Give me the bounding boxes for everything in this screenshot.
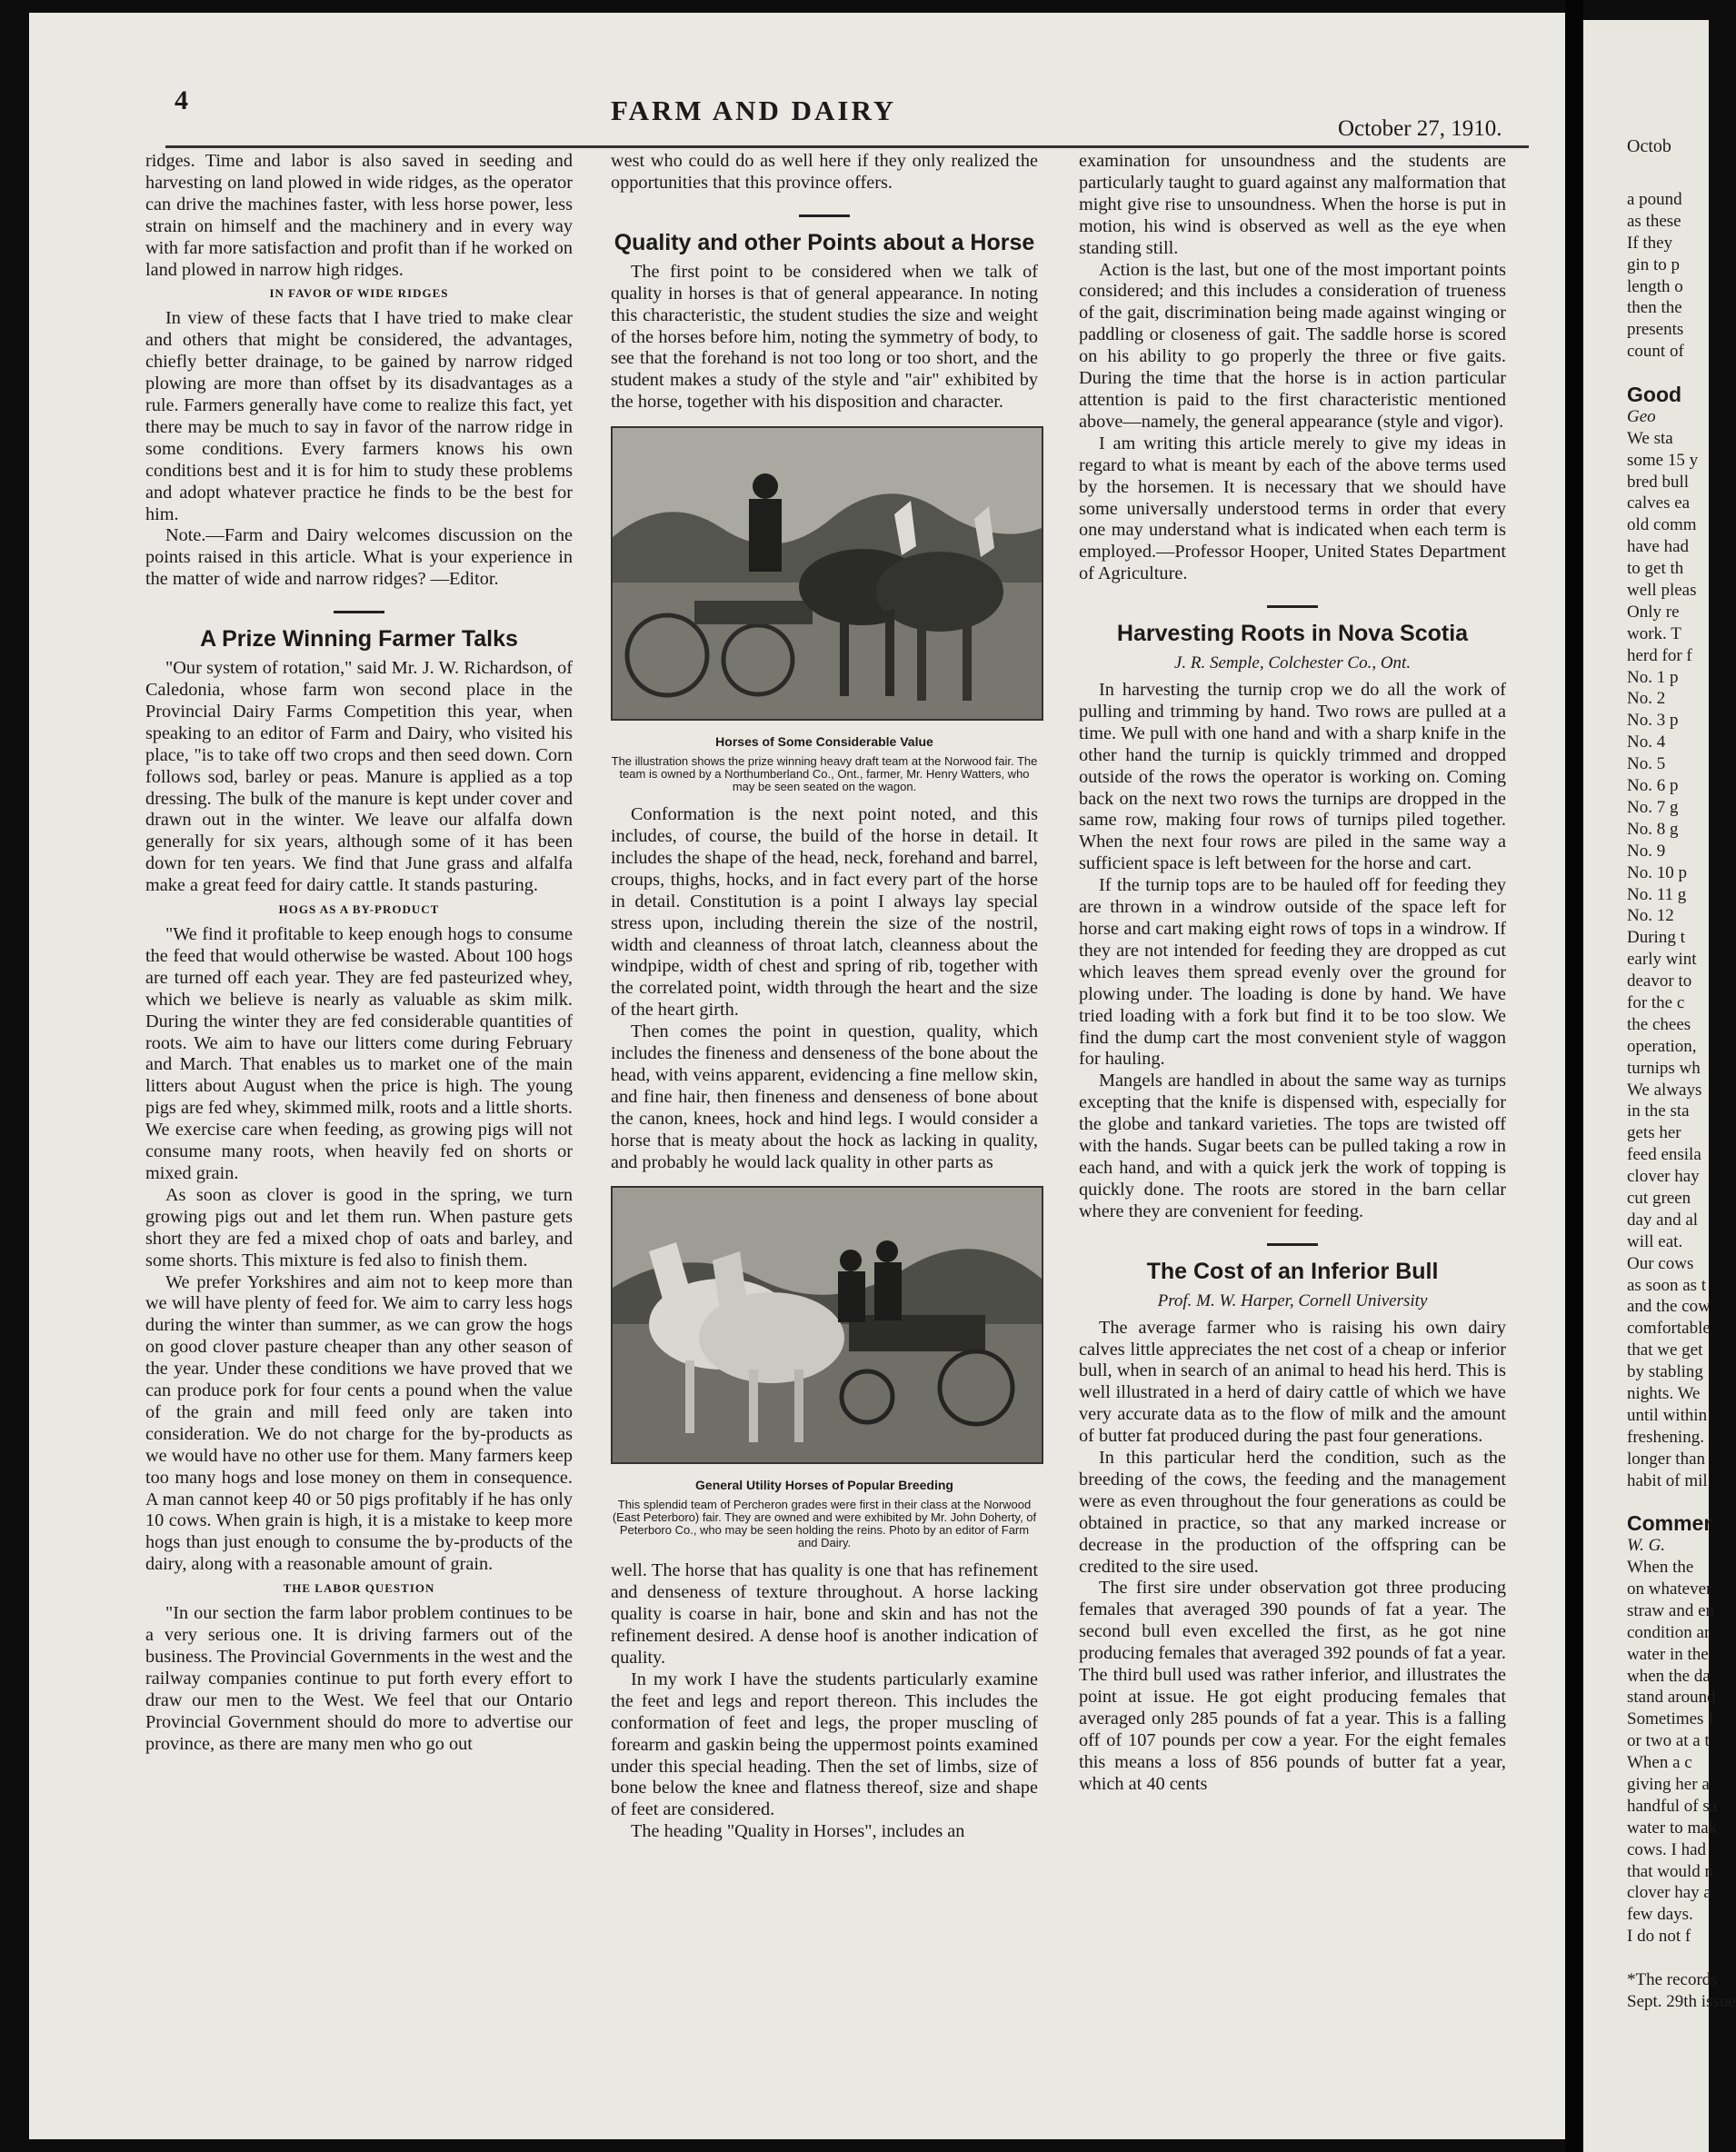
next-page-line: well pleas	[1627, 581, 1697, 601]
next-page-line: have had	[1627, 537, 1690, 557]
article-separator	[334, 611, 384, 613]
next-page-line: Geo	[1627, 406, 1656, 426]
next-page-line: that we get	[1627, 1340, 1703, 1360]
next-page-line: nights. We	[1627, 1383, 1701, 1403]
next-page-line: length o	[1627, 276, 1683, 296]
next-page-line: condition ar	[1627, 1622, 1711, 1642]
paragraph: Then comes the point in question, quality, which includes the fineness and denseness of the bone about the head, with veins apparent, evidencing a fine mellow skin, and fine hair, then fineness and denseness of bone about the canon, knees, hock and hind legs. I would consider a horse that is meaty about the hock as lacking in quality, and probably he would lack quality in other parts as	[611, 1021, 1038, 1172]
next-page-line: gin to p	[1627, 254, 1681, 274]
next-page-line: No. 12	[1627, 906, 1674, 926]
next-page-line: stand around	[1627, 1688, 1716, 1708]
next-page-line: No. 9	[1627, 841, 1666, 861]
paragraph: If the turnip tops are to be hauled off for feeding they are thrown in a windrow outside of the space left for horse and cart making eight rows of tops in a windrow. If they are not intended for feeding they are dropped as cut which leaves them spread evenly over the ground for plowing under. The loading is done by hand. We have tried loading with a fork but find it to be too slow. We find the dump cart the most convenient style of waggon for hauling.	[1079, 875, 1506, 1070]
next-page-line: then the	[1627, 298, 1682, 318]
next-page-line: a pound	[1627, 190, 1682, 209]
paragraph: In harvesting the turnip crop we do all the work of pulling and trimming by hand. Two rows are pulled at a time. We pull with one hand and with a sharp knife in the other hand the turnip is quickly trimmed and dropped outside of the rows the operator is working on. Coming back on the next two rows the turnips are dropped in the same row, making four rows of turnips piled together. When the next four rows are piled in the same way a sufficient space is left between for the horse and cart.	[1079, 680, 1506, 874]
next-page-line: some 15 y	[1627, 450, 1699, 470]
next-page-line: No. 8 g	[1627, 819, 1679, 839]
next-page-line: comfortable	[1627, 1319, 1711, 1339]
next-page-line: operation,	[1627, 1036, 1697, 1056]
next-page-line: the chees	[1627, 1014, 1691, 1034]
next-page-line: in the sta	[1627, 1101, 1690, 1121]
next-page-line: No. 7 g	[1627, 797, 1679, 817]
next-page-line: habit of mil	[1627, 1470, 1708, 1490]
next-page-line: Good	[1627, 383, 1682, 407]
masthead: FARM AND DAIRY	[611, 95, 897, 126]
paragraph: In this particular herd the condition, such as the breeding of the cows, the feeding and the management were as even throughout the four generations as could be obtained in practice, so that any marked increase or decrease in the production of the offspring can be credited to the sire used.	[1079, 1448, 1506, 1577]
next-page-line: No. 6 p	[1627, 776, 1679, 796]
next-page-line: until within	[1627, 1405, 1708, 1425]
next-page-line: No. 11 g	[1627, 884, 1687, 904]
photo-percheron-team	[611, 1186, 1043, 1464]
next-page-line: gets her	[1627, 1123, 1681, 1143]
next-page-line: giving her a	[1627, 1775, 1710, 1795]
page-header	[29, 67, 1565, 140]
paragraph: "We find it profitable to keep enough hogs to consume the feed that would otherwise be wasted. About 100 hogs are turned off each year. They are fed pasteurized whey, which we believe is nearly as valuable as skim milk. During the winter they are fed considerable quantities of roots. We aim to have our litters come during February and March. That enables us to market one of the main litters about August when the price is high. The young pigs are fed whey, skimmed milk, roots and a little shorts. We exercise care when feeding, as growing pigs will not consume many roots, when heavily fed on shorts or mixed grain.	[145, 924, 573, 1183]
paragraph: In my work I have the students particularly examine the feet and legs and report thereon. This includes the conformation of feet and legs, the proper muscling of forearm and gaskin being the uppermost points examined under this special heading. Then the set of limbs, size of bone below the knee and flatness thereof, size and shape of feet are considered.	[611, 1669, 1038, 1820]
next-page-line: Sometimes I	[1627, 1709, 1714, 1729]
paragraph: "Our system of rotation," said Mr. J. W. Richardson, of Caledonia, whose farm won second place in the Provincial Dairy Farms Competition this year, when speaking to an editor of Farm and Dairy, who visited his place, "is to take off two crops and then seed down. Corn follows sod, barley or peas. Manure is applied as a top dressing. The bulk of the manure is kept under cover and drawn out in the winter. We leave our alfalfa down generally for six years, although some of it has been down for ten years. We find that June grass and alfalfa make a great feed for dairy cattle. It stands pasturing.	[145, 658, 573, 896]
next-page-line: feed ensila	[1627, 1145, 1701, 1165]
next-page-line: When a c	[1627, 1753, 1692, 1773]
next-page-line: No. 4	[1627, 732, 1666, 752]
next-page-line: No. 10 p	[1627, 862, 1687, 882]
photo-draft-team	[611, 426, 1043, 721]
article-byline: J. R. Semple, Colchester Co., Ont.	[1173, 653, 1412, 673]
photo-draft-team-image	[613, 428, 1042, 719]
issue-date: October 27, 1910.	[1338, 116, 1502, 141]
article-separator	[799, 214, 850, 217]
article-byline: Prof. M. W. Harper, Cornell University	[1157, 1290, 1428, 1310]
next-page-header: Octob	[1627, 136, 1671, 156]
subheading: HOGS AS A BY-PRODUCT	[278, 902, 440, 917]
next-page-line: No. 1 p	[1627, 667, 1679, 687]
paragraph: "In our section the farm labor problem continues to be a very serious one. It is driving farmers out of the business. The Provincial Governments in the west and the railway companies continue to put forth every effort to draw our men to the West. We feel that our Ontario Provincial Government should do more to advertise our province, as there are many men who go out	[145, 1603, 573, 1754]
next-page-line: Commer	[1627, 1511, 1712, 1536]
editor-note: Note.—Farm and Dairy welcomes discussion on the points raised in this article. What is your experience in the matter of wide and narrow ridges? —Editor.	[145, 525, 573, 590]
next-page-line: bred bull	[1627, 472, 1690, 492]
article-headline: The Cost of an Inferior Bull	[1146, 1258, 1439, 1284]
paragraph: well. The horse that has quality is one that has refinement and denseness of texture throughout. A horse lacking quality is coarse in hair, bone and skin and has not the refinement desired. A dense hoof is another indication of quality.	[611, 1560, 1038, 1668]
next-page-line: We sta	[1627, 428, 1673, 448]
next-page-line: herd for f	[1627, 645, 1692, 665]
next-page-line: No. 2	[1627, 689, 1666, 709]
article-separator	[1267, 605, 1318, 608]
next-page-line: work. T	[1627, 623, 1681, 643]
photo-percheron-team-image	[613, 1188, 1042, 1462]
paragraph: Mangels are handled in about the same way as turnips excepting that the knife is dispensed with, especially for the globe and tankard varieties. The tops are twisted off with the hands. Sugar beets can be pulled taking a row in each hand, and with a quick jerk the work of topping is quickly done. The roots are stored in the barn cellar where they are convenient for feeding.	[1079, 1071, 1506, 1221]
next-page-line: handful of sa	[1627, 1796, 1718, 1816]
paragraph: examination for unsoundness and the students are particularly taught to guard against any malformation that might give rise to unsoundness. When the horse is put in motion, his wind is observed as well as the eye when standing still.	[1079, 151, 1506, 258]
paragraph: In view of these facts that I have tried to make clear and others that might be considered, the advantages, chiefly better drainage, to be gained by narrow ridged plowing are more than offset by its disadvantages as a rule. Farmers generally have come to realize this fact, yet there may be much to say in favor of the narrow ridge in some conditions. Every farmers knows his own conditions best and it is for him to study these problems and adopt whatever practice he finds to be the best for him.	[145, 308, 573, 524]
next-page-line: will eat.	[1627, 1231, 1683, 1251]
paragraph: As soon as clover is good in the spring, we turn growing pigs out and let them run. When pasture gets short they are fed a mixed chop of oats and barley, and some shorts. This mixture is fed also to finish them.	[145, 1184, 573, 1270]
next-page-line: longer than	[1627, 1449, 1706, 1469]
next-page-line: clover hay	[1627, 1167, 1700, 1187]
photo-caption: The illustration shows the prize winning heavy draft team at the Norwood fair. The team is owned by a Northumberland Co., Ont., farmer, Mr. Henry Watters, who may be seen seated on the wagon.	[611, 754, 1038, 794]
next-page-line: I do not f	[1627, 1927, 1691, 1947]
article-headline: Quality and other Points about a Horse	[614, 229, 1035, 255]
next-page-strip	[1583, 20, 1736, 2152]
article-headline: A Prize Winning Farmer Talks	[200, 626, 518, 653]
next-page-line	[1627, 1491, 1718, 1513]
subheading: IN FAVOR OF WIDE RIDGES	[269, 286, 449, 301]
article-separator	[1267, 1243, 1318, 1246]
next-page-line: During t	[1627, 928, 1685, 948]
next-page-line: presents	[1627, 320, 1684, 340]
paragraph: ridges. Time and labor is also saved in seeding and harvesting on land plowed in wide ridges, as the operator can drive the machines faster, with less horse power, less strain on himself and the machinery and in every way with far more satisfaction and profit than if he worked on land plowed in narrow high ridges.	[145, 151, 573, 280]
next-page-line: early wint	[1627, 950, 1697, 970]
next-page-line: No. 5	[1627, 754, 1666, 774]
next-page-line: straw and en	[1627, 1600, 1715, 1620]
paragraph: The heading "Quality in Horses", includes an	[631, 1821, 965, 1842]
next-page-line: deavor to	[1627, 971, 1692, 991]
photo-caption-title: Horses of Some Considerable Value	[715, 734, 933, 750]
next-page-line: as these	[1627, 211, 1681, 231]
next-page-line: freshening.	[1627, 1427, 1704, 1447]
page-gutter	[1565, 0, 1583, 2152]
next-page-line	[1627, 1948, 1718, 1969]
next-page-line: W. G.	[1627, 1536, 1666, 1556]
photo-caption-title: General Utility Horses of Popular Breeding	[695, 1478, 953, 1493]
next-page-line: or two at a t	[1627, 1731, 1710, 1751]
paragraph: We prefer Yorkshires and aim not to keep more than we will have plenty of feed for. We aim to carry less hogs during the winter than summer, as we can grow the hogs on good clover pasture cheaper than any other season of the year. Under these conditions we have proved that we can produce pork for four cents a pound when the value of the grain and mill feed only are taken into consideration. We do not charge for the by-products as we would have no other use for them. Many farmers keep too many hogs and lose money on them in consequence. A man cannot keep 40 or 50 pigs profitably if he has only 10 cows. When grain is high, it is a mistake to keep more hogs than just enough to consume the by-products of the dairy, along with a reasonable amount of grain.	[145, 1271, 573, 1575]
next-page-line: If they	[1627, 233, 1673, 253]
next-page-line: few days.	[1627, 1905, 1693, 1925]
next-page-line	[1627, 363, 1718, 384]
paragraph: The first point to be considered when we talk of quality in horses is that of general appearance. In noting this characteristic, the student studies the size and weight of the horses before him, noting the symmetry of body, to see that the forehand is not too long or too short, and the student makes a study of the style and "air" exhibited by the horse, together with his disposition and character.	[611, 261, 1038, 413]
column-1	[145, 151, 573, 2114]
next-page-line: when the da	[1627, 1666, 1711, 1686]
next-page-line: that would n	[1627, 1861, 1713, 1881]
paragraph: The average farmer who is raising his own dairy calves little appreciates the net cost of a cheap or inferior bull, when in search of an animal to head his herd. This is well illustrated in a herd of dairy cattle of which we have very accurate data as to the flow of milk and the amount of butter fat produced during the past four generations.	[1079, 1317, 1506, 1447]
next-page-line: cut green	[1627, 1188, 1691, 1208]
column-3	[1079, 151, 1506, 2114]
next-page-line: day and al	[1627, 1210, 1699, 1230]
next-page-line: Our cows	[1627, 1253, 1694, 1273]
next-page-line: old comm	[1627, 515, 1697, 535]
next-page-line: and the cow	[1627, 1297, 1711, 1317]
next-page-line: turnips wh	[1627, 1058, 1701, 1078]
next-page-line: Sept. 29th issue	[1627, 1991, 1736, 2011]
paragraph: Conformation is the next point noted, and this includes, of course, the build of the horse in detail. It includes the shape of the head, neck, forehand and barrel, croups, thighs, hocks, and in fact every part of the horse in detail. Constitution is a point I always lay special stress upon, including therein the size of the nostril, width and cleanness of throat latch, cleanness about the windpipe, width of chest and spring of rib, together with the correlated point, width through the heart and the size of the heart girth.	[611, 804, 1038, 1021]
next-page-line: water in the	[1627, 1644, 1709, 1664]
next-page-line: calves ea	[1627, 493, 1691, 513]
next-page-line: as soon as t	[1627, 1275, 1707, 1295]
column-2	[611, 151, 1038, 2114]
next-page-line: for the c	[1627, 992, 1685, 1012]
paragraph: I am writing this article merely to give my ideas in regard to what is meant by each of the above terms used by the horsemen. It is necessary that we should have some universally understood terms in order that every one may understand what is indicated when each term is employed.—Professor Hooper, United States Department of Agriculture.	[1079, 433, 1506, 584]
next-page-line: to get th	[1627, 559, 1684, 579]
next-page-line: count of	[1627, 342, 1684, 362]
header-rule	[165, 145, 1529, 148]
next-page-text	[1627, 189, 1736, 2013]
newspaper-page	[29, 13, 1565, 2139]
next-page-line: Only re	[1627, 602, 1680, 622]
photo-caption: This splendid team of Percheron grades were first in their class at the Norwood (East Peterboro) fair. They are owned and were exhibited by Mr. John Doherty, of Peterboro Co., who may be seen holding the reins. Photo by an editor of Farm and Dairy.	[612, 1498, 1037, 1550]
next-page-line: by stabling	[1627, 1362, 1703, 1382]
paragraph: The first sire under observation got three producing females that averaged 390 pounds of fat a year. The second bull even excelled the first, as he got nine producing females that averaged 392 pounds of fat a year. The third bull used was rather inferior, and illustrates the point at issue. He got eight producing females that averaged only 285 pounds of fat a year. This is a falling off of 107 pounds per cow a year. For the eight females this means a loss of 856 pounds of butter fat a year, which at 40 cents	[1079, 1578, 1506, 1794]
next-page-line: clover hay a	[1627, 1883, 1711, 1903]
article-headline: Harvesting Roots in Nova Scotia	[1116, 621, 1469, 647]
next-page-line: cows. I had	[1627, 1839, 1707, 1859]
next-page-line: No. 3 p	[1627, 711, 1679, 731]
next-page-line: When the	[1627, 1558, 1694, 1578]
next-page-line: We always	[1627, 1080, 1702, 1100]
next-page-line: on whatever	[1627, 1579, 1712, 1599]
next-page-line: *The records	[1627, 1970, 1718, 1990]
paragraph: west who could do as well here if they only realized the opportunities that this province offers.	[611, 151, 1038, 193]
next-page-line: water to mak	[1627, 1818, 1718, 1838]
subheading: THE LABOR QUESTION	[283, 1581, 435, 1596]
page-number: 4	[175, 85, 188, 115]
paragraph: Action is the last, but one of the most important points considered; and this includes a consideration of trueness of the gait, discrimination being made against winging or paddling or closeness of gait. The saddle horse is scored on his ability to go properly the three or five gaits. During the time that the horse is in action particular attention is paid to the first characteristic mentioned above—namely, the general appearance (style and vigor).	[1079, 259, 1506, 432]
